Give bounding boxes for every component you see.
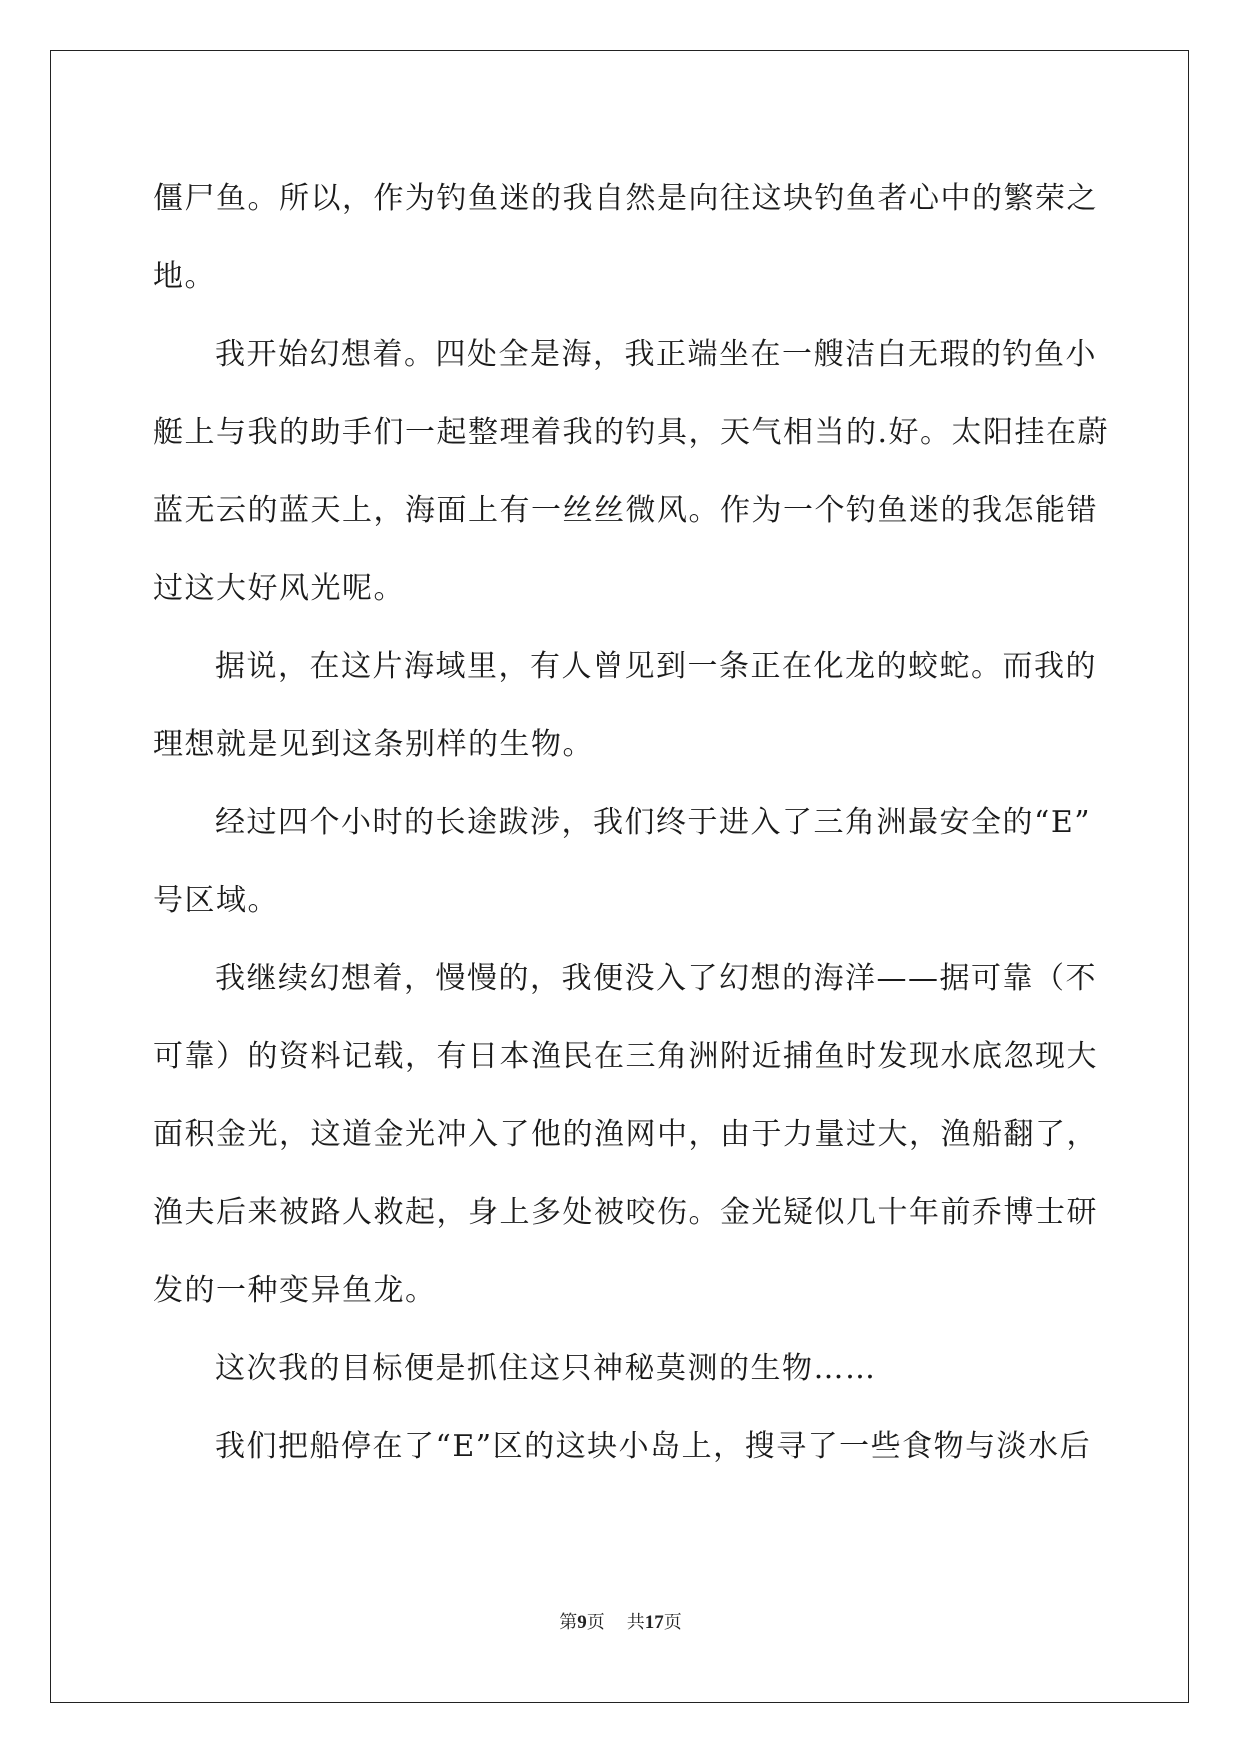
text-line: 经过四个小时的长途跋涉，我们终于进入了三角洲最安全的“E” bbox=[215, 805, 1092, 840]
text-line: 过这大好风光呢。 bbox=[153, 571, 405, 606]
page-footer bbox=[0, 1608, 1241, 1634]
text-line: 发的一种变异鱼龙。 bbox=[153, 1273, 437, 1308]
text-line: 理想就是见到这条别样的生物。 bbox=[153, 727, 594, 762]
page-number: 9 bbox=[577, 1612, 587, 1633]
total-prefix: 共 bbox=[626, 1612, 645, 1633]
page-suffix: 页 bbox=[586, 1612, 605, 1633]
text-line: 我们把船停在了“E”区的这块小岛上，搜寻了一些食物与淡水后 bbox=[215, 1429, 1092, 1464]
text-line: 渔夫后来被路人救起，身上多处被咬伤。金光疑似几十年前乔博士研 bbox=[153, 1195, 1098, 1230]
text-line: 号区域。 bbox=[153, 883, 279, 918]
text-line: 据说，在这片海域里，有人曾见到一条正在化龙的蛟蛇。而我的 bbox=[215, 649, 1097, 684]
text-line: 我开始幻想着。四处全是海，我正端坐在一艘洁白无瑕的钓鱼小 bbox=[215, 337, 1097, 372]
text-line: 地。 bbox=[153, 259, 216, 294]
total-pages: 17 bbox=[644, 1612, 664, 1633]
document-body bbox=[153, 160, 1110, 1486]
text-line: 我继续幻想着，慢慢的，我便没入了幻想的海洋——据可靠（不 bbox=[215, 961, 1097, 996]
text-line: 蓝无云的蓝天上，海面上有一丝丝微风。作为一个钓鱼迷的我怎能错 bbox=[153, 493, 1098, 528]
page-prefix: 第 bbox=[559, 1612, 578, 1633]
total-suffix: 页 bbox=[663, 1612, 682, 1633]
text-line: 可靠）的资料记载，有日本渔民在三角洲附近捕鱼时发现水底忽现大 bbox=[153, 1039, 1098, 1074]
text-line: 僵尸鱼。所以，作为钓鱼迷的我自然是向往这块钓鱼者心中的繁荣之 bbox=[153, 181, 1098, 216]
text-line: 面积金光，这道金光冲入了他的渔网中，由于力量过大，渔船翻了， bbox=[153, 1117, 1098, 1152]
text-line: 这次我的目标便是抓住这只神秘莫测的生物…… bbox=[215, 1351, 877, 1386]
text-line: 艇上与我的助手们一起整理着我的钓具，天气相当的.好。太阳挂在蔚 bbox=[153, 415, 1110, 450]
